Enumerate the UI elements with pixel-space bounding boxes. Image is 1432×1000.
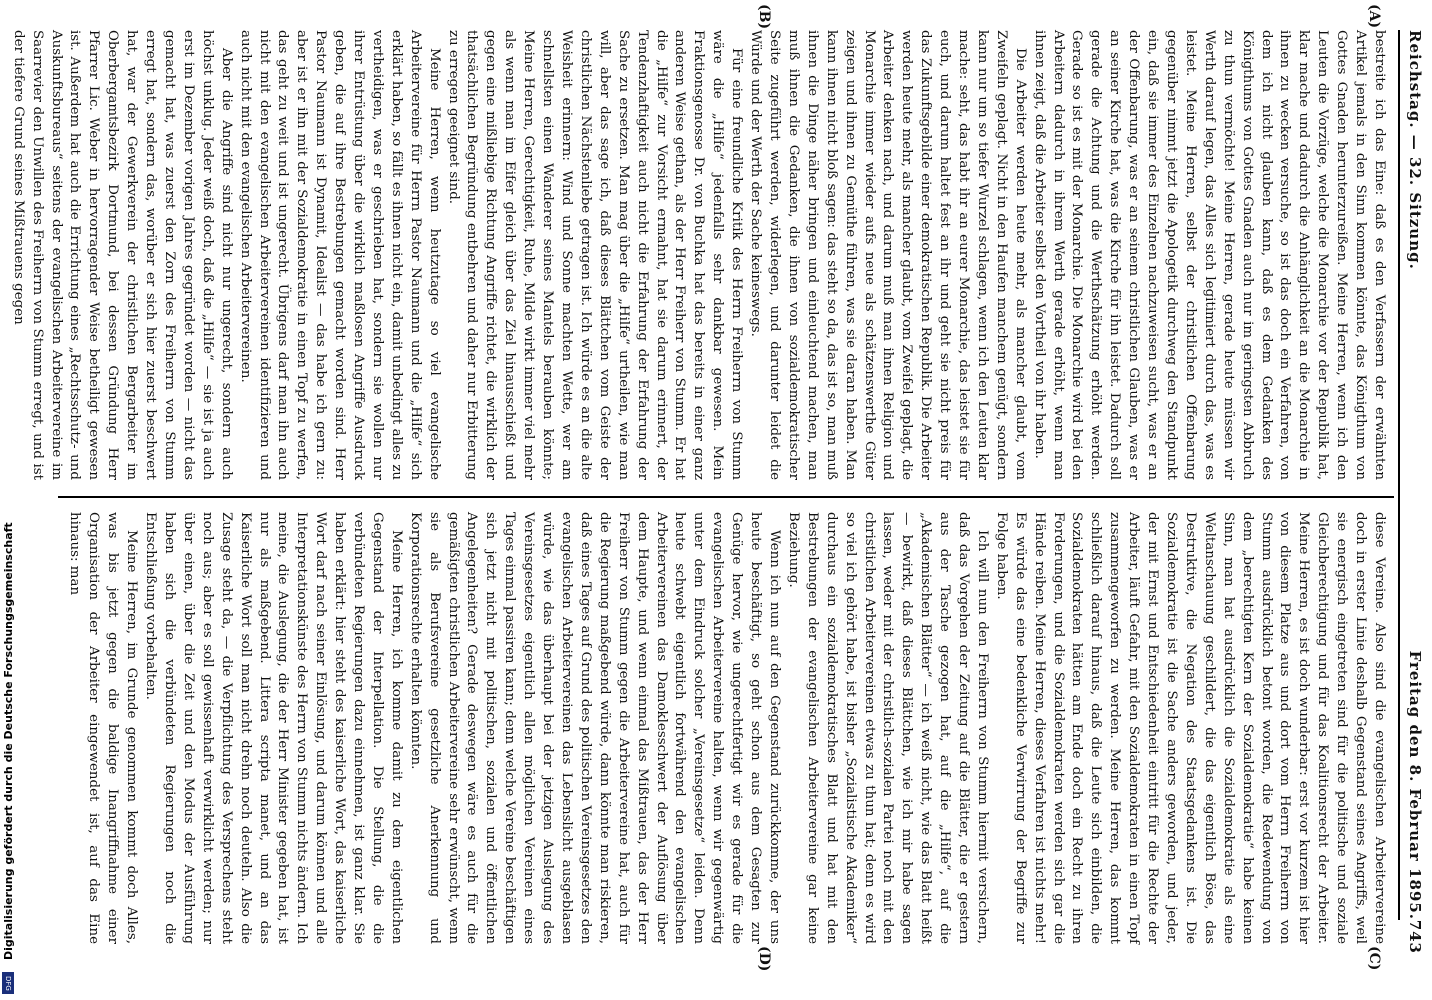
paragraph: Ich will nun den Freiherrn von Stumm hiermit versichern, daß das Vorgehen der Zeitung auf die Blätter, die er gestern aus der Tasche gezogen hat, auf die „Hilfe“, auf die „Akademischen Blätter“ — ich weiß nicht, wie das Blatt heißt — bewirkt, daß dieses Blättchen, wie ich mir habe sagen lassen, weder mit der christlich-sozialen Partei noch mit den christlichen Arbeitervereinen etwas zu thun hat; denn es wird so viel ich gehört habe, ist bisher „Sozialistische Akademiker“ durchaus ein sozialdemokratisches Blatt und hat mit den Bestrebungen der evangelischen Arbeitervereine gar keine Beziehung. xyxy=(785,512,990,944)
paragraph: Meine Herren, wenn heutzutage so viel evangelische Arbeitervereine für Herrn Pastor Naumann und die „Hilfe“ sich erklärt haben, so fällt es ihnen nicht ein, damit unbedingt alles zu vertheidigen, was er geschrieben hat, sondern sie wollen nur ihrer Entrüstung über die wirklich maßlosen Angriffe Ausdruck geben, die auf ihre Bestrebungen gemacht worden sind. Herr Pastor Naumann ist Dynamit, Idealist — das habe ich gern zu: aber ist er ihn mit der Sozialdemokratie in einen Topf zu werfen, das geht zu weit und ist ungerecht. Übrigens darf man ihn auch nicht mit den evangelischen Arbeitervereinen identifizieren und auch nicht mit den evangelischen Arbeitervereinen. xyxy=(237,30,442,480)
margin-marker-c: (C) xyxy=(1366,946,1382,971)
paragraph: bestreite ich das Eine: daß es den Verfassern der erwähnten Artikel jemals in den Sinn kommen könnte, das Königthum von Gottes Gnaden herunterzureißen. Meine Herren, wenn ich den Leuten die Vorzüge, welche die Monarchie vor der Republik hat, klar mache und dadurch die Anhänglichkeit an die Monarchie in ihnen zu wecken versuche, so ist das doch ein Verfahren, von dem ich nicht glauben kann, daß es dem Gedanken des Königthums von Gottes Gnaden auch nur im geringsten Abbruch zu thun vermöchte! Meine Herren, gerade heute müssen wir Werth darauf legen, das Alles sich legitimiert durch das, was es leistet. Meine Herren, selbst der christlichen Offenbarung gegenüber nimmt jetzt die Apologetik durchweg den Standpunkt ein, daß sie immer des Einzelnen nachzuweisen sucht, was er an der Offenbarung, was er an seinem christlichen Glauben, was er an seiner Kirche hat, was die Kirche für ihn leistet. Dadurch soll gerade die Achtung und die Werthschätzung erhöht werden. Gerade so ist es mit der Monarchie. Die Monarchie wird bei den Arbeitern dadurch in ihrem Werth gerade erhöht, wenn man ihnen zeigt, daß die Arbeiter selbst den Vortheil von ihr haben. xyxy=(1031,30,1387,480)
scanned-page-viewport xyxy=(10,0,1432,1000)
paragraph: Die Arbeiter werden heute mehr, als mancher glaubt, vom Zweifeln geplagt. Nicht in den Haufen manchem genügt, sondern kann nur um so tiefer Wurzel schlagen, wenn ich den Leuten klar mache: seht, das habt ihr an eurer Monarchie, das leistet sie für euch, und darum haltet fest an ihr und geht sie nicht preis für das Zukunftsgebilde einer demokratischen Republik. Die Arbeiter werden heute mehr, als mancher glaubt, vom Zweifel geplagt, die Arbeiter denken nach, und darum muß man ihnen Religion und Monarchie immer wieder aufs neue als schätzenswerthe Güter zeigen und ihnen zu Gemüthe führen, was sie daran haben. Man kann ihnen nicht bloß sagen: das steht so da, das ist so, man muß ihnen die Dinge näher bringen und einleuchtend machen, man muß ihnen die Gedanken, die ihnen von sozialdemokratischer Seite zugeführt werden, widerlegen, und darunter leidet die Würde und der Werth der Sache keineswegs. xyxy=(748,30,1028,480)
right-text-column xyxy=(60,512,1388,944)
paragraph: diese Vereine. Also sind die evangelischen Arbeitervereine doch in erster Linie deshalb Gegenstand seines Angriffs, weil sie energisch eingetreten sind für die politische und soziale Gleichberechtigung und für das Koalitionsrecht der Arbeiter. Meine Herren, es ist doch wunderbar: erst vor kurzem ist hier von diesem Platze aus und dort vom Herrn Freiherrn von Stumm ausdrücklich betont worden, die Redewendung von dem „berechtigten Kern der Sozialdemokratie“ habe keinen Sinn, man hat ausdrücklich die Sozialdemokratie als eine Weltanschauung geschildert, die das eigentlich Böse, das Destruktive, die Negation des Staatsgedankens ist. Die Sozialdemokratie ist die Sache anders geworden, und jeder, der mit Ernst und Entschiedenheit eintritt für die Rechte der Arbeiter, läuft Gefahr, mit den Sozialdemokraten in einen Topf zusammengeworfen zu werden. Meine Herren, das kommt schließlich darauf hinaus, daß die Leute sich einbilden, die Sozialdemokraten hätten am Ende doch ein Recht zu ihren Forderungen, und die Sozialdemokraten werden sich gar die Hände reiben. Meine Herren, dieses Verfahren ist nichts mehr! Es würde das eine bedenkliche Verwirrung der Begriffe zur Folge haben. xyxy=(993,512,1387,944)
margin-marker-d: (D) xyxy=(756,946,772,972)
page-header xyxy=(1398,30,1426,954)
paragraph: Aber die Angriffe sind nicht nur ungerecht, sondern auch höchst unklug. Jeder weiß doch, daß die „Hilfe“ — sie ist ja auch erst im Dezember vorigen Jahres gegründet worden — nicht das gemacht hat, was zuerst den Zorn des Freiherrn von Stumm erregt hat, sondern das, worüber er sich hier zuerst beschwert hat, war der Gewerkverein der christlichen Bergarbeiter im Oberbergamtsbezirk Dortmund, bei dessen Gründung Herr Pfarrer Lic. Weber in hervorragender Weise betheiligt gewesen ist. Außerdem hat auch die Errichtung eines „Rechtsschutz- und Auskunftsbureaus“ seitens der evangelischen Arbeitervereine im Saarrevier den Unwillen des Freiherrn von Stumm erregt, und ist der tiefere Grund seines Mißtrauens gegen xyxy=(10,30,234,480)
paragraph: Meine Herren, im Grunde genommen kommt doch Alles, was bis jetzt gegen die baldige Inangriffnahme einer Organisation der Arbeiter eingewendet ist, auf das Eine hinaus: man xyxy=(67,512,140,944)
column-divider xyxy=(58,496,1394,498)
paragraph: Meine Herren, ich komme damit zu dem eigentlichen Gegenstand der Interpellation. Die Stellung, die die verbündeten Regierungen dazu einnehmen, ist ganz klar. Sie haben erklärt: hier steht des kaiserliche Wort, das kaiserliche Wort darf nach seiner Einlösung, und darum können und alle Interpretationskünste des Herrn von Stumm nichts ändern. Ich meine, die Auslegung, die der Herr Minister gegeben hat, ist nur als maßgebend. Littera scripta manet, und an das Kaiserliche Wort soll man nicht drehn noch deuteln. Also die Zusage steht da, — die Verpflichtung des Versprechens steht noch aus; aber es soll gewissenhaft verwirklicht werden; nur über einen, über die Zeit und den Modus der Ausführung haben sich die verbündeten Regierungen noch die Entschließung vorbehalten. xyxy=(143,512,404,944)
margin-marker-b: (B) xyxy=(756,4,772,30)
footer-credit-text: Digitalisierung gefördert durch die Deutsche Forschungsgemeinschaft xyxy=(2,522,15,960)
page-number: 743 xyxy=(1406,919,1424,954)
session-title: Reichstag. — 32. Sitzung. xyxy=(1406,30,1424,270)
dfg-logo: DFG xyxy=(2,972,14,994)
session-date: Freitag den 8. Februar 1895. xyxy=(1406,650,1424,920)
paragraph: Wenn ich nun auf den Gegenstand zurückkomme, der uns heute beschäftigt, so geht schon aus dem Gesagten zur Genüge hervor, wie ungerechtfertigt wir es gerade für die evangelischen Arbeitervereine halten, wenn wir gegenwärtig unter dem Eindruck solcher „Vereinsgesetze“ leiden. Denn heute schwebt eigentlich fortwährend den evangelischen Arbeitervereinen das Damoklesschwert der Auflösung über dem Haupte, und wenn einmal das Mißtrauen, das der Herr Freiherr von Stumm gegen die Arbeitervereine hat, auch für die Regierung maßgebend würde, dann könnte man riskieren, daß eines Tages auf Grund des politischen Vereinsgesetzes den evangelischen Arbeitervereinen das Lebenslicht ausgeblasen würde, wie das überhaupt bei der jetzigen Auslegung des Vereinsgesetzes eigentlich allen möglichen Vereinen eines Tages einmal passiren kann; denn welche Vereine beschäftigen sich jetzt nicht mit politischen, sozialen und öffentlichen Angelegenheiten? Gerade deswegen wäre es auch für die gemäßigten christlichen Arbeitervereine sehr erwünscht, wenn sie als Berufsvereine gesetzliche Anerkennung und Korporationsrechte erhalten könnten. xyxy=(407,512,782,944)
left-text-column xyxy=(10,30,1388,480)
newspaper-page xyxy=(10,0,1432,972)
paragraph: Für eine freundliche Kritik des Herrn Freiherrn von Stumm wäre die „Hilfe“ jedenfalls sehr dankbar gewesen. Mein Fraktionsgenosse Dr. von Buchka hat das bereits in einer ganz anderen Weise gethan, als der Herr Freiherr von Stumm. Er hat die „Hilfe“ zur Vorsicht ermahnt, hat sie darum erinnert, der Tendenzhaftigkeit auch nicht die Erfahrung der Erfahrung der Sache zu ersetzen. Man mag über die „Hilfe“ urtheilen, wie man will, aber das sage ich, daß dieses Blättchen vom Geiste der christlichen Nächstenliebe getragen ist. Ich würde es an die alte Weisheit erinnern: Wind und Sonne machten Wette, wer am schnellsten einen Wanderer seines Mantels berauben könnte; Meine Herren, Gerechtigkeit, Ruhe, Milde wirkt immer viel mehr als wenn man im Eifer gleich über das Ziel hinausschießt und gegen eine mißliebige Richtung Angriffe richtet, die wirklich der thatsächlichen Begründung entbehren und daher nur Erbitterung zu erregen geeignet sind. xyxy=(445,30,745,480)
margin-marker-a: (A) xyxy=(1366,4,1382,29)
